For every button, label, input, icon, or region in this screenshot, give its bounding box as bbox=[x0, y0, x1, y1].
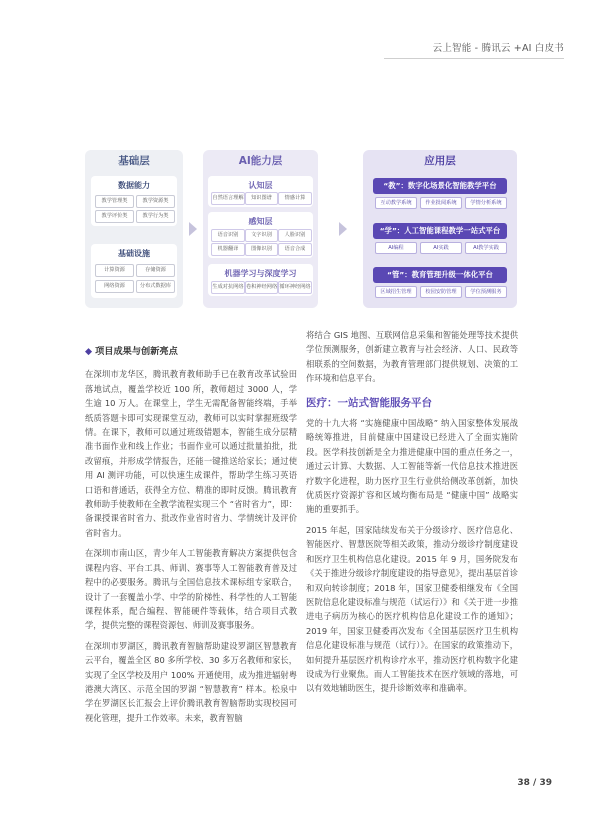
diagram-chip: 教学评价类 bbox=[95, 210, 134, 223]
diagram-chip: 生成对抗网络 bbox=[211, 281, 245, 294]
diagram-chip: 作业批阅系统 bbox=[420, 197, 462, 209]
diagram-chip: 语音合成 bbox=[278, 243, 312, 256]
diagram-chip: 语音识别 bbox=[211, 229, 245, 242]
body-paragraph: 在深圳市龙华区，腾讯教育教师助手已在教育改革试验田落地试点，覆盖学校近 100 所，教师超过 3000 人，学生逾 10 万人。在课堂上，学生无需配备智能终端，手举纸质答题卡即可实现课堂互动，教师可以实时掌握班级学情。在课下，教师可以通过班级错题本，智能生成分层精准书面作业和线上作业；书面作业可以通过批量拍批，批改留痕，并形成学情报告，还能一键推送给家长；通过使用 AI 测评功能，可以快速生成课件，帮助学生练习英语口语和普通话，获得全方位、精准的即时反馈。腾讯教育教师助手使教师在全教学流程实现三个 “省时省力”，即：备课授课省时省力、批改作业省时省力、学情统计及评价省时省力。 bbox=[85, 369, 297, 538]
arrow-right-icon bbox=[339, 222, 347, 236]
base-layer bbox=[85, 150, 183, 308]
diagram-chip: 知识图谱 bbox=[245, 192, 278, 205]
body-paragraph: 2015 年起，国家陆续发布关于分级诊疗、医疗信息化、智能医疗、智慧医院等相关政策，推动分级诊疗制度建设和医疗卫生机构信息化建设。2015 年 9 月，国务院发布《关于推进分级诊疗制度建设的指导意见》，提出基层首诊和双向转诊制度；2018 年，国家卫健委相继发布《全国医院信息化建设标准与规范（试运行）》和《关于进一步推进电子病历为核心的医疗机构信息化建设工作的通知》；2019 年，国家卫健委再次发布《全国基层医疗卫生机构信息化建设标准与规范（试行）》。在国家的政策推动下，如何提升基层医疗机构诊疗水平，推动医疗机构数字化建设成为行业聚焦。而人工智能技术在医疗领域的落地，可以有效地辅助医生，提升诊断效率和准确率。 bbox=[306, 524, 518, 694]
manage-platform-title: “管”：教育管理升级一体化平台 bbox=[373, 267, 507, 283]
diagram-chip: 网络资源 bbox=[95, 280, 134, 293]
diagram-chip: 教学行为类 bbox=[136, 210, 175, 223]
body-paragraph: 党的十九大将 “实施健康中国战略” 纳入国家整体发展战略统筹推进，目前健康中国建设已经进入了全面实施阶段。医学科技创新是全力推进健康中国的重点任务之一，通过云计算、大数据、人工智能等新一代信息技术推进医疗数字化进程，助力医疗卫生行业供给侧改革创新，加快优质医疗资源扩容和区域均衡布局是 “健康中国” 战略实施的重要抓手。 bbox=[306, 418, 518, 515]
cognition-title: 认知层 bbox=[248, 181, 273, 190]
diagram-chip: 学情分析系统 bbox=[465, 197, 507, 209]
ai-layer-title: AI能力层 bbox=[238, 155, 283, 167]
body-paragraph: 在深圳市南山区，青少年人工智能教育解决方案提供包含课程内容、平台工具、师训、赛事等人工智能教育普及过程中的必要服务。腾讯与全国信息技术课标组专家联合，设计了一套覆盖小学、中学的阶梯性、科学性的人工智能课程体系，配合编程、智能硬件等载体，结合项目式教学，提供完整的课程资源包、师训及赛事服务。 bbox=[85, 548, 297, 631]
cognition-box bbox=[208, 176, 313, 207]
diagram-chip: 校园安防管理 bbox=[420, 286, 462, 298]
application-layer bbox=[363, 150, 517, 308]
diagram-chip: 卷积神经网络 bbox=[245, 281, 278, 294]
diagram-chip: 自然语言理解 bbox=[211, 192, 245, 205]
infrastructure-box bbox=[91, 244, 177, 298]
data-capability-box bbox=[91, 176, 177, 226]
arrow-right-icon bbox=[189, 222, 197, 236]
left-column bbox=[85, 345, 297, 731]
header-rule bbox=[384, 58, 564, 59]
body-paragraph: 在深圳市罗湖区，腾讯教育智脑帮助建设罗湖区智慧教育云平台，覆盖全区 80 多所学校、30 多万名教师和家长，实现了全区学校及用户 100% 开通使用，成为推进辐射粤港澳大湾区、示范全国的罗湖 “智慧教育” 样本。松泉中学在罗湖区长汇报会上评价腾讯教育智脑帮助实现校园可视化管理，提升工作效率。未来，教育智脑 bbox=[85, 640, 297, 723]
perception-box bbox=[208, 212, 313, 258]
diagram-chip: 区域招生管理 bbox=[375, 286, 417, 298]
ml-dl-title: 机器学习与深度学习 bbox=[224, 269, 297, 278]
architecture-diagram bbox=[85, 150, 517, 308]
section-heading: ◆ 项目成果与创新亮点 bbox=[85, 346, 178, 357]
diagram-chip: 图像识别 bbox=[245, 243, 278, 256]
ml-dl-box bbox=[208, 264, 313, 296]
diagram-chip: AI实践 bbox=[420, 242, 462, 254]
data-capability-title: 数据能力 bbox=[118, 181, 150, 190]
diagram-chip: 人脸识别 bbox=[278, 229, 312, 242]
header-title: 云上智能 - 腾讯云 +AI 白皮书 bbox=[432, 43, 564, 54]
diagram-chip: 存储资源 bbox=[136, 264, 175, 277]
infrastructure-title: 基础设施 bbox=[118, 249, 150, 258]
diagram-chip: 分布式数据库 bbox=[136, 280, 175, 293]
body-paragraph: 将结合 GIS 地图、互联网信息采集和智能处理等技术提供学位预测服务，创新建立教育与社会经济、人口、民政等相联系的空间数据，为教育管理部门提供规划、决策的工作环境和信息平台。 bbox=[306, 330, 518, 384]
diagram-chip: 循环神经网络 bbox=[278, 281, 312, 294]
diagram-chip: 文字识别 bbox=[245, 229, 278, 242]
diagram-chip: 互动教学系统 bbox=[375, 197, 417, 209]
page-number: 38 / 39 bbox=[517, 778, 552, 788]
diagram-chip: 计算资源 bbox=[95, 264, 134, 277]
base-layer-title: 基础层 bbox=[118, 155, 150, 167]
diamond-bullet-icon: ◆ bbox=[85, 346, 93, 357]
application-layer-title: 应用层 bbox=[424, 155, 456, 167]
diagram-chip: AI编程 bbox=[375, 242, 417, 254]
diagram-chip: AI教学实践 bbox=[465, 242, 507, 254]
medical-section-heading: 医疗：一站式智能服务平台 bbox=[306, 396, 432, 409]
diagram-chip: 教学资源类 bbox=[136, 195, 175, 208]
perception-title: 感知层 bbox=[248, 217, 273, 226]
right-column bbox=[306, 328, 518, 702]
learn-platform-title: “学”：人工智能课程教学一站式平台 bbox=[373, 223, 507, 239]
teach-platform-title: “教”：数字化场景化智能教学平台 bbox=[373, 178, 507, 194]
diagram-chip: 情感计算 bbox=[278, 192, 312, 205]
diagram-chip: 机器翻译 bbox=[211, 243, 245, 256]
ai-layer bbox=[203, 150, 318, 308]
diagram-chip: 教学管理类 bbox=[95, 195, 134, 208]
diagram-chip: 学位预测服务 bbox=[465, 286, 507, 298]
